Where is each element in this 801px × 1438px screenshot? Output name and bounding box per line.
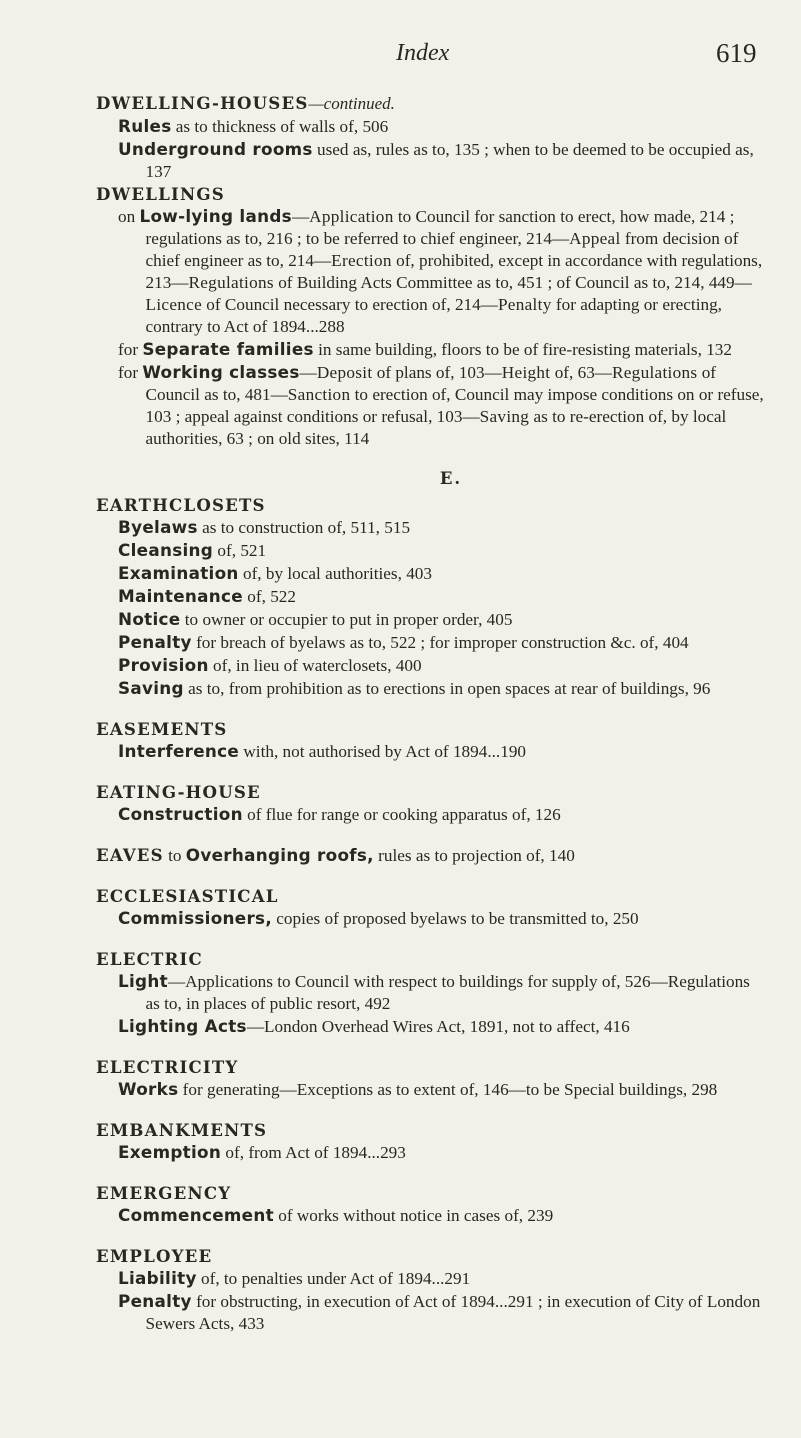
sub-keyword: Saving [118,678,184,698]
sub-text: of flue for range or cooking apparatus of, 126 [242,805,561,824]
entry-heading [96,1245,766,1267]
index-entry [96,494,766,700]
sub-keyword: Commencement [118,1205,274,1225]
sub-keyword: Working classes [142,362,300,382]
sub-keyword: Commissioners, [118,908,272,928]
sub-entry [118,1204,766,1227]
sub-keyword: Examination [118,563,239,583]
sub-keyword: Provision [118,655,209,675]
entry-heading [96,718,766,740]
sub-entry [118,516,766,539]
page-number: 619 [716,38,757,68]
sub-entry [118,562,766,585]
sub-text: of plans of, 103— [372,363,502,382]
entry-heading-text: EATING-HOUSE [96,782,261,802]
sub-entry [118,205,766,338]
sub-keyword: Byelaws [118,517,198,537]
sub-text: for [118,340,143,359]
sub-entry [118,803,766,826]
sub-text: from decision of chief engineer as to, 214— [145,229,739,270]
sub-keyword: Saving [479,407,530,426]
sub-entry [118,1015,766,1038]
sub-keyword: Liability [118,1268,197,1288]
running-title: Index [396,40,450,66]
sub-text: on [118,207,140,226]
sub-entry [118,585,766,608]
sub-text: as to re-erection of, by local authorities, 63 ; on old sites, 114 [145,407,727,448]
sub-text: — [299,363,317,382]
sub-entry [118,677,766,700]
sub-text: to Council for sanction to erect, how made, 214 ; regulations as to, 216 ; to be referred to chief engineer, 214— [145,207,735,248]
sub-entry [118,539,766,562]
sub-text: for adapting or erecting, contrary to Act of 1894...288 [145,295,722,336]
sub-keyword: Separate families [142,339,314,359]
entry-heading-text: EMBANKMENTS [96,1120,268,1140]
sub-text: of Building Acts Committee as to, 451 ; of Council as to, 214, 449— [273,273,752,292]
entry-heading [96,885,766,907]
sub-text: as to, from prohibition as to erections in open spaces at rear of buildings, 96 [183,679,711,698]
entries-before [96,92,766,450]
entries-after [96,494,766,1335]
sub-text: of, 521 [213,541,267,560]
sub-text: of, 522 [242,587,296,606]
sub-entry [118,608,766,631]
index-entry [96,718,766,763]
sub-keyword: Maintenance [118,586,243,606]
sub-entry [118,1078,766,1101]
sub-text: used as, rules as to, 135 ; when to be deemed to be occupied as, 137 [145,140,754,181]
sub-entry [118,1267,766,1290]
sub-text: as to thickness of walls of, 506 [171,117,389,136]
running-head [0,38,801,78]
sub-entry [118,631,766,654]
continued-label: —continued. [308,94,395,113]
index-entry [96,1245,766,1335]
entry-gap [96,1164,766,1182]
index-entry [96,1056,766,1101]
sub-text: to owner or occupier to put in proper order, 405 [180,610,513,629]
entry-heading-text: ELECTRICITY [96,1057,239,1077]
sub-keyword: Exemption [118,1142,222,1162]
sub-keyword: Construction [118,804,243,824]
sub-text: — [291,207,310,226]
sub-text: of, prohibited, except in accordance with regulations, 213— [145,251,763,292]
sub-text: to erection of, Council may impose conditions on or refuse, 103 ; appeal against conditions or refusal, 103— [145,385,764,426]
entry-heading [96,1182,766,1204]
entry-heading [96,183,766,205]
sub-entry [118,1290,766,1335]
sub-keyword: Sanction [287,385,351,404]
sub-keyword: Overhanging roofs, [185,845,374,865]
index-entry [96,781,766,826]
sub-entry [118,138,766,183]
sub-text: with, not authorised by Act of 1894...190 [239,742,527,761]
sub-keyword: Regulations [188,273,274,292]
entry-heading-text: EAVES [96,845,164,865]
sub-entry [118,1141,766,1164]
entry-heading-text: EMPLOYEE [96,1246,213,1266]
entry-gap [96,700,766,718]
sub-text: for breach of byelaws as to, 522 ; for improper construction &c. of, 404 [191,633,689,652]
sub-entry [118,361,766,450]
sub-keyword: Underground rooms [118,139,313,159]
entry-heading-text: DWELLING-HOUSES [96,93,309,113]
sub-text: copies of proposed byelaws to be transmitted to, 250 [272,909,639,928]
entry-heading [96,1056,766,1078]
sub-keyword: Lighting Acts [118,1016,247,1036]
entry-heading [96,92,766,115]
inline-text: rules as to projection of, 140 [373,846,575,865]
sub-text: for obstructing, in execution of Act of 1894...291 ; in execution of City of London Sewers Acts, 433 [145,1292,761,1333]
sub-text: of Council as to, 481— [145,363,717,404]
sub-keyword: Low-lying lands [139,206,292,226]
entry-gap [96,1101,766,1119]
sub-text: of Council necessary to erection of, 214— [202,295,498,314]
entry-gap [96,867,766,885]
entry-heading [96,1119,766,1141]
index-content [96,92,766,1335]
sub-text: in same building, floors to be of fire-resisting materials, 132 [313,340,732,359]
sub-text: as to construction of, 511, 515 [197,518,411,537]
sub-text: —Applications to Council with respect to buildings for supply of, 526—Regulations as to, in places of public resort, 492 [145,972,750,1013]
sub-keyword: Penalty [497,295,552,314]
index-entry [96,183,766,450]
entry-gap [96,763,766,781]
entry-heading [96,948,766,970]
sub-entry [118,907,766,930]
sub-entry [118,970,766,1015]
section-letter: E. [439,469,463,488]
sub-keyword: Appeal [569,229,621,248]
sub-keyword: Interference [118,741,240,761]
index-entry [96,844,766,867]
entry-gap [96,930,766,948]
entry-heading-text: ELECTRIC [96,949,203,969]
entry-gap [96,826,766,844]
entry-heading-text: EMERGENCY [96,1183,232,1203]
sub-keyword: Regulations [611,363,698,382]
sub-keyword: Deposit [316,363,373,382]
entry-heading [96,494,766,516]
sub-text: for [118,363,143,382]
sub-entry [118,338,766,361]
index-entry [96,1119,766,1164]
entry-heading-text: DWELLINGS [96,184,225,204]
index-entry [96,885,766,930]
entry-heading-text: EARTHCLOSETS [96,495,266,515]
sub-text: of, to penalties under Act of 1894...291 [196,1269,471,1288]
sub-entry [118,115,766,138]
index-entry [96,1182,766,1227]
entry-gap [96,1038,766,1056]
inline-text: to [163,846,186,865]
sub-text: of, from Act of 1894...293 [221,1143,406,1162]
sub-text: —London Overhead Wires Act, 1891, not to affect, 416 [246,1017,630,1036]
sub-keyword: Licence [145,295,202,314]
sub-keyword: Rules [118,116,172,136]
sub-keyword: Notice [118,609,181,629]
sub-keyword: Cleansing [118,540,214,560]
sub-text: of, 63— [550,363,612,382]
sub-keyword: Penalty [118,1291,192,1311]
sub-keyword: Works [118,1079,179,1099]
sub-keyword: Penalty [118,632,192,652]
sub-text: of works without notice in cases of, 239 [273,1206,554,1225]
sub-keyword: Height [501,363,551,382]
sub-text: of, by local authorities, 403 [238,564,432,583]
index-entry [96,92,766,183]
entry-heading [96,781,766,803]
entry-heading [96,844,766,867]
entry-heading-text: ECCLESIASTICAL [96,886,279,906]
entry-heading-text: EASEMENTS [96,719,228,739]
sub-keyword: Light [118,971,168,991]
sub-entry [118,654,766,677]
entry-gap [96,1227,766,1245]
sub-keyword: Application [309,207,394,226]
sub-text: for generating—Exceptions as to extent of, 146—to be Special buildings, 298 [178,1080,718,1099]
index-entry [96,948,766,1038]
sub-keyword: Erection [331,251,392,270]
sub-text: of, in lieu of waterclosets, 400 [208,656,422,675]
sub-entry [118,740,766,763]
